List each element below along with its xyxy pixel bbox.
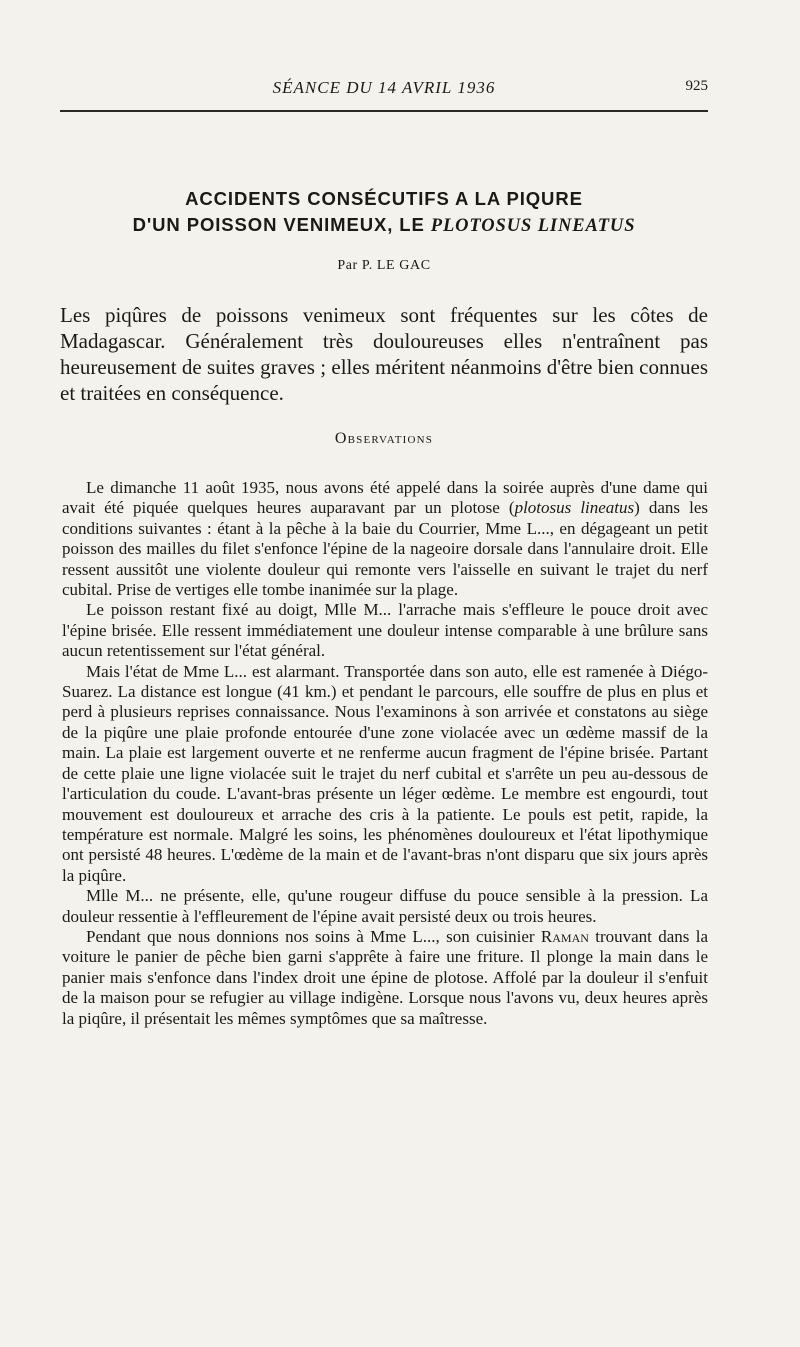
paragraph-5-start: Pendant que nous donnions nos soins à Mme L..., son cuisinier [86, 926, 541, 946]
paragraph-1-start: Le dimanche 11 août 1935, nous avons été appelé dans la soirée auprès d'une dame qui avait été piquée quelques heures auparavant par un plotose ( [62, 478, 708, 518]
title-line-1: ACCIDENTS CONSÉCUTIFS A LA PIQURE [185, 188, 583, 209]
paragraph-5-end: trouvant dans la voiture le panier de pêche bien garni s'apprête à faire une friture. Il plonge la main dans le panier mais s'enfonce dans l'index droit une épine de plotose. Affolé par la douleur il s'enfuit de la maison pour se refugier au village indigène. Lorsque nous l'avons vu, deux heures après la piqûre, il présentait les mêmes symptômes que sa maîtresse. [62, 926, 708, 1028]
abstract-paragraph: Les piqûres de poissons venimeux sont fréquentes sur les côtes de Madagascar. Généralement très douloureuses elles n'entraînent pas heureusement de suites graves ; elles méritent néanmoins d'être bien connues et traitées en conséquence. [60, 303, 708, 405]
byline: Par P. LE GAC [337, 258, 431, 273]
paragraph-1-end: ) dans les conditions suivantes : étant à la pêche à la baie du Courrier, Mme L..., en dégageant un petit poisson des mailles du filet s'enfonce l'épine de la nageoire dorsale dans l'annulaire droit. Elle ressent aussitôt une violente douleur qui remonte vers l'aisselle en suivant le trajet du nerf cubital. Prise de vertiges elle tombe inanimée sur la plage. [62, 498, 708, 600]
paragraph-3: Mais l'état de Mme L... est alarmant. Transportée dans son auto, elle est ramenée à Diégo-Suarez. La distance est longue (41 km.) et pendant le parcours, elle souffre de plus en plus et perd à plusieurs reprises connaissance. Nous l'examinons à son arrivée et constatons au siège de la piqûre une plaie profonde entourée d'une zone violacée avec un œdème massif de la main. La plaie est largement ouverte et ne renferme aucun fragment de l'épine brisée. Partant de cette plaie une ligne violacée suit le trajet du nerf cubital et s'arrête un peu au-dessous de l'articulation du coude. L'avant-bras présente un léger œdème. Le membre est engourdi, tout mouvement est douloureux et arrache des cris à la patiente. Le pouls est petit, rapide, la température est normale. Malgré les soins, les phénomènes douloureux et l'état lipothymique ont persisté 48 heures. L'œdème de la main et de l'avant-bras n'ont disparu que six jours après la piqûre. [62, 661, 708, 885]
species-name: PLOTOSUS LINEATUS [430, 216, 636, 236]
paragraph-2: Le poisson restant fixé au doigt, Mlle M... l'arrache mais s'effleure le pouce droit avec l'épine brisée. Elle ressent immédiatement une douleur intense comparable à une brûlure sans aucun retentissement sur l'état général. [62, 600, 708, 661]
title-line-2-prefix: D'UN POISSON VENIMEUX, LE [132, 214, 431, 235]
person-name: Raman [540, 926, 589, 946]
paragraph-1 [62, 478, 708, 600]
title-line-2 [60, 212, 708, 239]
section-heading: Observations [334, 430, 434, 447]
species-italic: plotosus lineatus [514, 498, 635, 518]
body-text [62, 478, 708, 1029]
header-rule [60, 110, 708, 112]
paragraph-5 [62, 927, 708, 1029]
paragraph-4: Mlle M... ne présente, elle, qu'une rougeur diffuse du pouce sensible à la pression. La douleur ressentie à l'effleurement de l'épine avait persisté deux ou trois heures. [62, 886, 708, 926]
running-title: SÉANCE DU 14 AVRIL 1936 [272, 78, 496, 97]
running-head [60, 76, 708, 100]
article-title [60, 186, 708, 239]
page-number: 925 [685, 78, 708, 94]
